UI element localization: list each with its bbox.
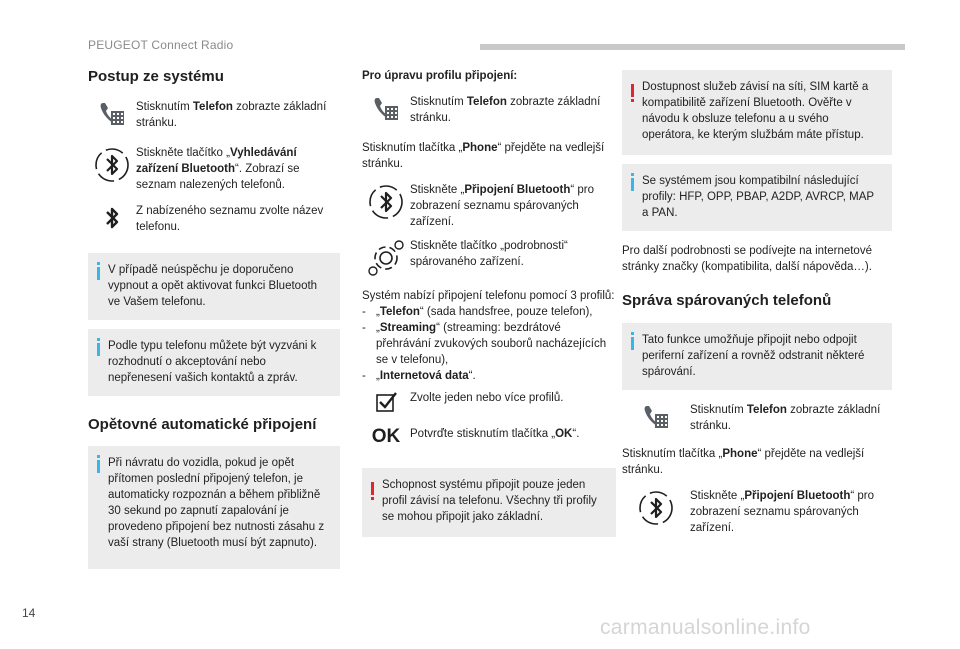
step-text: Zvolte jeden nebo více profilů.: [410, 392, 564, 404]
phone-icon: [622, 402, 690, 432]
warning-icon: [631, 84, 634, 97]
paragraph-phone: Stisknutím tlačítka „Phone“ přejděte na vedlejší stránku.: [362, 142, 605, 170]
column-middle: [362, 62, 616, 537]
step-text: Stiskněte „Připojení Bluetooth“ pro zobrazení seznamu spárovaných zařízení.: [410, 184, 595, 228]
step-podrobnosti: [362, 238, 616, 278]
step-text: Stisknutím Telefon zobrazte základní stránku.: [410, 96, 601, 124]
header-title: PEUGEOT Connect Radio: [88, 38, 234, 52]
heading-sprava: Správa spárovaných telefonů: [622, 292, 832, 309]
page-number: 14: [22, 606, 36, 620]
warning-box: Schopnost systému připojit pouze jeden profil závisí na telefonu. Všechny tři profily se mohou připojit jako základní.: [362, 468, 616, 537]
step-ok: [362, 426, 616, 448]
paragraph-podrobnosti: Pro další podrobnosti se podívejte na internetové stránky značky (kompatibilita, další nápověda…).: [622, 245, 872, 273]
bluetooth-search-icon: [622, 488, 690, 528]
step-text: Potvrďte stisknutím tlačítka „OK“.: [410, 428, 580, 440]
info-icon: [97, 343, 100, 356]
info-icon: [97, 460, 100, 473]
info-box: V případě neúspěchu je doporučeno vypnout a opět aktivovat funkci Bluetooth ve Vašem telefonu.: [88, 253, 340, 320]
bluetooth-icon: [88, 203, 136, 233]
info-box: Při návratu do vozidla, pokud je opět přítomen poslední připojený telefon, je automaticky rozpoznán a během přibližně 30 sekund po zapnutí zapalování je provedeno připojení bez nutnosti zásahu z vaší strany (Bluetooth musí být zapnuto).: [88, 446, 340, 569]
step-pripojeni-bluetooth: [622, 488, 892, 536]
step-telefon: [88, 99, 340, 131]
column-right: [622, 62, 892, 536]
phone-icon: [362, 94, 410, 124]
header-rule: [480, 44, 905, 50]
step-telefon: [362, 94, 616, 126]
bluetooth-search-icon: [88, 145, 136, 185]
phone-icon: [88, 99, 136, 129]
warning-icon: [371, 482, 374, 495]
step-zvolte-telefon: [88, 203, 340, 235]
step-text: Stiskněte „Připojení Bluetooth“ pro zobrazení seznamu spárovaných zařízení.: [690, 490, 875, 534]
info-box: Tato funkce umožňuje připojit nebo odpojit periferní zařízení a rovněž odstranit některé spárování.: [622, 323, 892, 390]
info-box: Podle typu telefonu můžete být vyzváni k rozhodnutí o akceptování nebo nepřenesení vašich kontaktů a zpráv.: [88, 329, 340, 396]
checkbox-icon: [362, 390, 410, 414]
step-text: Stiskněte tlačítko „Vyhledávání zařízení Bluetooth“. Zobrazí se seznam nalezených telefonů.: [136, 147, 300, 191]
step-zvolte-profily: [362, 390, 616, 414]
watermark: carmanualsonline.info: [600, 616, 811, 639]
column-left: [88, 62, 340, 569]
heading-opetovne: Opětovné automatické připojení: [88, 416, 317, 433]
list-item: - „Streaming“ (streaming: bezdrátové přehrávání zvukových souborů nacházejících se v telefonu),: [362, 322, 607, 366]
info-box: Se systémem jsou kompatibilní následující profily: HFP, OPP, PBAP, A2DP, AVRCP, MAP a PAN.: [622, 164, 892, 231]
step-text: Stisknutím Telefon zobrazte základní stránku.: [136, 101, 327, 129]
profile-list: [362, 304, 616, 384]
paragraph-profily: Systém nabízí připojení telefonu pomocí 3 profilů:: [362, 290, 615, 302]
step-telefon: [622, 402, 892, 434]
heading-postup: Postup ze systému: [88, 68, 224, 85]
paragraph-phone: Stisknutím tlačítka „Phone“ přejděte na vedlejší stránku.: [622, 448, 865, 476]
info-icon: [631, 337, 634, 350]
info-icon: [97, 267, 100, 280]
subheading-profil: Pro úpravu profilu připojení:: [362, 70, 518, 82]
step-pripojeni-bluetooth: [362, 182, 616, 230]
list-item: - „Internetová data“.: [362, 370, 476, 382]
step-text: Stiskněte tlačítko „podrobnosti“ spárovaného zařízení.: [410, 240, 568, 268]
step-text: Z nabízeného seznamu zvolte název telefonu.: [136, 205, 324, 233]
gear-icon: [362, 238, 410, 278]
list-item: - „Telefon“ (sada handsfree, pouze telefon),: [362, 306, 593, 318]
info-icon: [631, 178, 634, 191]
ok-icon: OK: [371, 426, 401, 447]
step-text: Stisknutím Telefon zobrazte základní stránku.: [690, 404, 881, 432]
warning-box: Dostupnost služeb závisí na síti, SIM kartě a kompatibilitě zařízení Bluetooth. Ověřte v návodu k obsluze telefonu a u svého operátora, ke kterým službám máte přístup.: [622, 70, 892, 155]
bluetooth-search-icon: [362, 182, 410, 222]
step-vyhledavani: [88, 145, 340, 193]
